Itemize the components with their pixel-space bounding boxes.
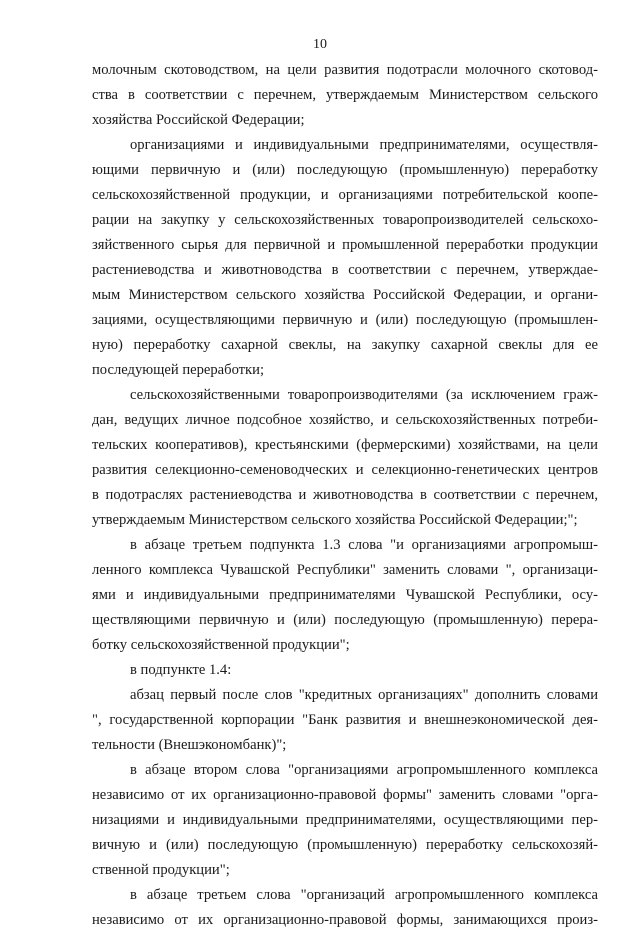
text-line: независимо от их организационно-правовой формы, занимающихся произ- [92,912,598,928]
text-line: рации на закупку у сельскохозяйственных товаропроизводителей сельскохо- [92,212,598,228]
text-line: утверждаемым Министерством сельского хозяйства Российской Федерации;"; [92,512,578,528]
text-line: ями и индивидуальными предпринимателями Чувашской Республики, осу- [92,587,598,603]
text-line: организациями и индивидуальными предпринимателями, осуществля- [130,137,598,153]
text-line: зяйственного сырья для первичной и промышленной переработки продукции [92,237,598,253]
document-body [92,58,598,933]
text-line: в подотраслях растениеводства и животноводства в соответствии с перечнем, [92,487,598,503]
text-line: ленного комплекса Чувашской Республики" заменить словами ", организаци- [92,562,598,578]
text-line: ботку сельскохозяйственной продукции"; [92,637,350,653]
text-line: сельскохозяйственными товаропроизводителями (за исключением граж- [130,387,598,403]
text-line: мым Министерством сельского хозяйства Российской Федерации, и органи- [92,287,598,303]
text-line: вичную и (или) последующую (промышленную) переработку сельскохозяй- [92,837,598,853]
text-line: ную) переработку сахарной свеклы, на закупку сахарной свеклы для ее [92,337,598,353]
text-line: ства в соответствии с перечнем, утверждаемым Министерством сельского [92,87,598,103]
text-line: независимо от их организационно-правовой формы" заменить словами "орга- [92,787,598,803]
text-line: абзац первый после слов "кредитных организациях" дополнить словами [130,687,598,703]
text-line: тельских кооперативов), крестьянскими (фермерскими) хозяйствами, на цели [92,437,598,453]
text-line: низациями и индивидуальными предпринимателями, осуществляющими пер- [92,812,598,828]
text-line: хозяйства Российской Федерации; [92,112,305,128]
text-line: растениеводства и животноводства в соответствии с перечнем, утверждае- [92,262,598,278]
text-line: тельности (Внешэкономбанк)"; [92,737,287,753]
text-line: ющими первичную и (или) последующую (промышленную) переработку [92,162,598,178]
text-line: молочным скотоводством, на цели развития подотрасли молочного скотовод- [92,62,598,78]
text-line: в подпункте 1.4: [130,662,232,678]
text-line: последующей переработки; [92,362,265,378]
text-line: развития селекционно-семеноводческих и селекционно-генетических центров [92,462,598,478]
text-line: ", государственной корпорации "Банк развития и внешнеэкономической дея- [92,712,598,728]
text-line: ществляющими первичную и (или) последующую (промышленную) перера- [92,612,598,628]
text-line: в абзаце третьем подпункта 1.3 слова "и организациями агропромыш- [130,537,598,553]
text-line: ственной продукции"; [92,862,230,878]
text-line: в абзаце втором слова "организациями агропромышленного комплекса [130,762,598,778]
text-line: сельскохозяйственной продукции, и организациями потребительской коопе- [92,187,598,203]
page-number: 10 [313,37,327,52]
text-line: зациями, осуществляющими первичную и (или) последующую (промышлен- [92,312,598,328]
text-line: в абзаце третьем слова "организаций агропромышленного комплекса [130,887,598,903]
text-line: дан, ведущих личное подсобное хозяйство, и сельскохозяйственных потреби- [92,412,598,428]
